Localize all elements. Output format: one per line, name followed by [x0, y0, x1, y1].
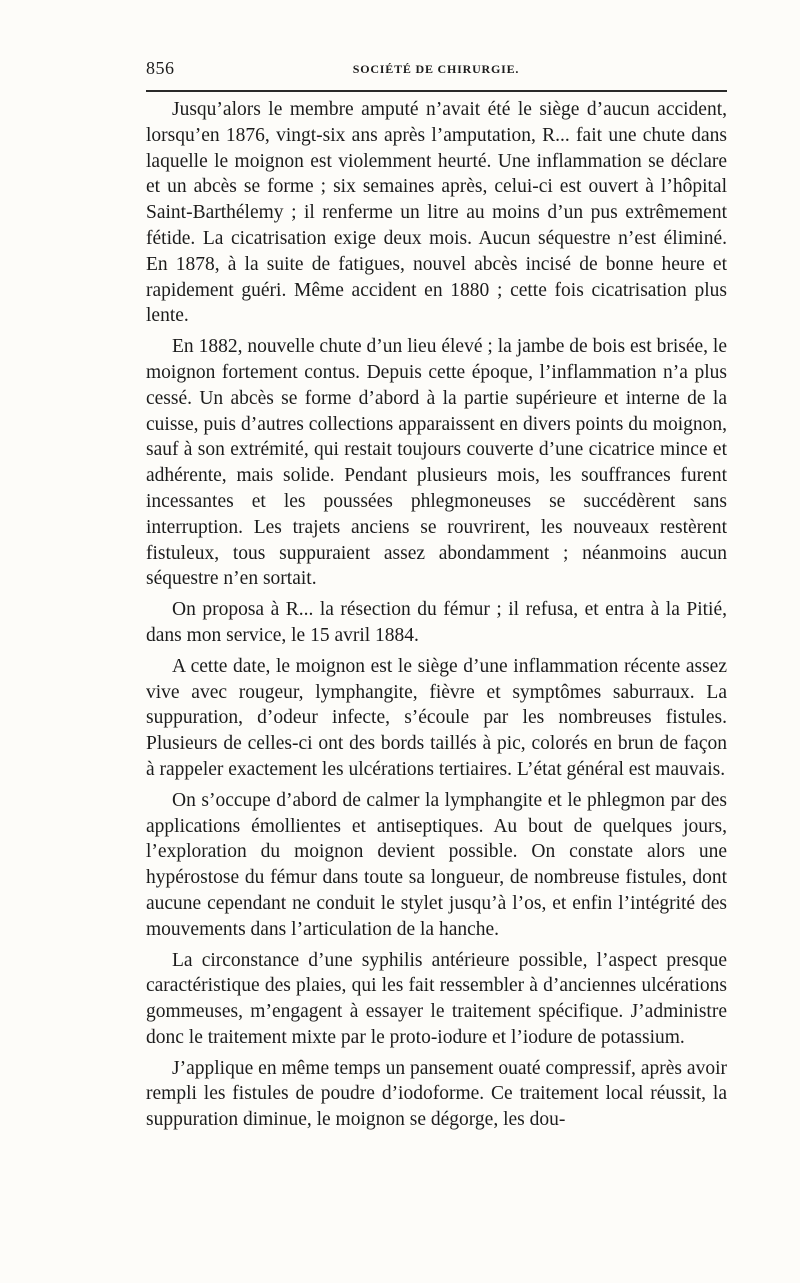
- body-text: [146, 97, 727, 1133]
- paragraph: On proposa à R... la résection du fémur ; il refusa, et entra à la Pitié, dans mon service, le 15 avril 1884.: [146, 599, 727, 646]
- paragraph: J’applique en même temps un pansement ouaté compressif, après avoir rempli les fistules de poudre d’iodoforme. Ce traitement local réussit, la suppuration diminue, le moignon se dégorge, les dou-: [146, 1057, 727, 1131]
- page-number: 856: [146, 58, 175, 78]
- header-rule: [146, 90, 727, 92]
- running-head: SOCIÉTÉ DE CHIRURGIE.: [352, 62, 520, 76]
- paragraph: En 1882, nouvelle chute d’un lieu élevé ; la jambe de bois est brisée, le moignon fortement contus. Depuis cette époque, l’inflammation n’a plus cessé. Un abcès se forme d’abord à la partie supérieure et interne de la cuisse, puis d’autres collections apparaissent en divers points du moignon, sauf à son extrémité, qui restait toujours couverte d’une cicatrice mince et adhérente, mais solide. Pendant plusieurs mois, les souffrances furent incessantes et les poussées phlegmoneuses se succédèrent sans interruption. Les trajets anciens se rouvrirent, les nouveaux restèrent fistuleux, tous suppuraient assez abondamment ; néanmoins aucun séquestre n’en sortait.: [146, 336, 727, 590]
- paragraph: On s’occupe d’abord de calmer la lymphangite et le phlegmon par des applications émollientes et antiseptiques. Au bout de quelques jours, l’exploration du moignon devient possible. On constate alors une hypérostose du fémur dans toute sa longueur, de nombreuse fistules, dont aucune cependant ne conduit le stylet jusqu’à l’os, et enfin l’intégrité des mouvements dans l’articulation de la hanche.: [146, 789, 727, 940]
- paragraph: A cette date, le moignon est le siège d’une inflammation récente assez vive avec rougeur, lymphangite, fièvre et symptômes saburraux. La suppuration, d’odeur infecte, s’écoule par les nombreuses fistules. Plusieurs de celles-ci ont des bords taillés à pic, colorés en brun de façon à rappeler exactement les ulcérations tertiaires. L’état général est mauvais.: [146, 655, 727, 780]
- page-header: [146, 52, 726, 82]
- paragraph: Jusqu’alors le membre amputé n’avait été le siège d’aucun accident, lorsqu’en 1876, vingt-six ans après l’amputation, R... fait une chute dans laquelle le moignon est violemment heurté. Une inflammation se déclare et un abcès se forme ; six semaines après, celui-ci est ouvert à l’hôpital Saint-Barthélemy ; il renferme un litre au moins d’un pus extrêmement fétide. La cicatrisation exige deux mois. Aucun séquestre n’est éliminé. En 1878, à la suite de fatigues, nouvel abcès incisé de bonne heure et rapidement guéri. Même accident en 1880 ; cette fois cicatrisation plus lente.: [146, 99, 727, 327]
- paragraph: La circonstance d’une syphilis antérieure possible, l’aspect presque caractéristique des plaies, qui les fait ressembler à d’anciennes ulcérations gommeuses, m’engagent à essayer le traitement spécifique. J’administre donc le traitement mixte par le proto-iodure et l’iodure de potassium.: [146, 949, 727, 1048]
